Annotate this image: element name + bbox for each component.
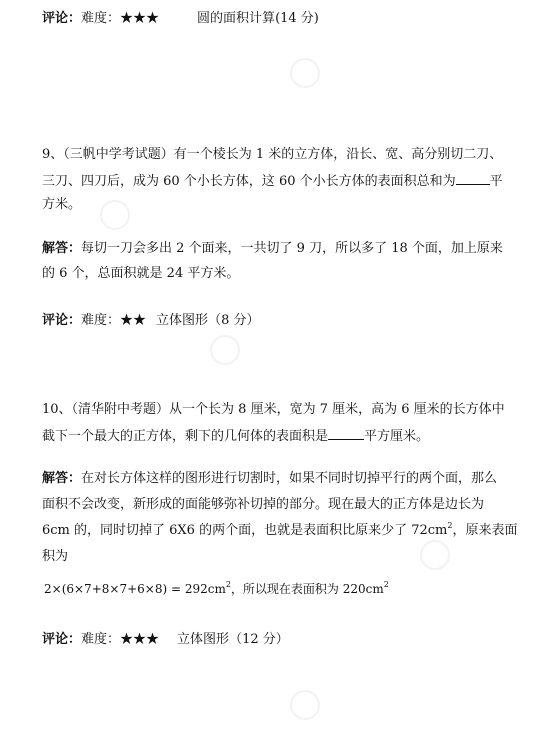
difficulty-stars: ★★★ [120,11,160,26]
review-label: 评论： [42,632,82,647]
watermark-mark [290,58,320,88]
question-9-line-2 [42,172,503,190]
question-10-text: 截下一个最大的正方体，剩下的几何体的表面积是 [42,429,329,444]
difficulty-label: 难度： [81,11,121,26]
answer-9-text: 每切一刀会多出 2 个面来，一共切了 9 刀，所以多了 18 个面，加上原来 [81,241,503,256]
question-9-text: 三刀、四刀后，成为 60 个小长方体，这 60 个小长方体的表面积总和为 [42,174,456,189]
review-topic: 立体图形 [156,313,209,328]
question-9-unit: 平 [489,174,503,189]
answer-label: 解答： [42,241,82,256]
formula-line [44,581,389,597]
review-topic: 圆的面积计算 [197,11,276,26]
difficulty-label: 难度： [81,632,121,647]
answer-10-line-1 [42,471,497,487]
answer-10-line-2: 面积不会改变，新形成的面能够弥补切掉的部分。现在最大的正方体是边长为 [42,497,485,512]
review-label: 评论： [42,11,82,26]
question-10-unit: 平方厘米。 [364,429,430,444]
review-line-2 [42,313,259,329]
watermark-mark [100,200,130,230]
difficulty-label: 难度： [81,313,121,328]
answer-10-text: 在对长方体这样的图形进行切割时，如果不同时切掉平行的两个面，那么 [81,471,498,486]
review-topic: 立体图形 [177,632,230,647]
answer-10-text: 6cm 的，同时切掉了 6X6 的两个面，也就是表面积比原来少了 72cm [42,523,448,538]
review-line-1 [42,11,319,27]
superscript: 2 [383,580,389,589]
superscript: 2 [225,580,231,589]
question-9-line-3: 方米。 [42,197,82,212]
formula-conclusion: ，所以现在表面积为 220cm [230,582,384,596]
answer-10-line-4: 积为 [42,549,69,564]
review-points: (14 分) [275,11,319,26]
answer-blank [456,172,490,185]
review-points: （8 分） [208,313,260,328]
formula: 2×(6×7+8×7+6×8) = 292cm [44,582,226,596]
answer-10-line-3 [42,523,517,539]
answer-10-text: ，原来表面 [452,523,518,538]
answer-label: 解答： [42,471,82,486]
watermark-mark [210,335,240,365]
watermark-mark [420,540,450,570]
difficulty-stars: ★★★ [120,632,160,647]
question-10-line-1: 10、（清华附中考题）从一个长为 8 厘米，宽为 7 厘米，高为 6 厘米的长方体中 [42,402,505,417]
watermark-mark [290,690,320,720]
answer-9-line-2: 的 6 个，总面积就是 24 平方米。 [42,266,240,281]
question-9-line-1: 9、（三帆中学考试题）有一个棱长为 1 米的立方体，沿长、宽、高分别切二刀、 [42,147,503,162]
review-line-3 [42,632,289,648]
review-label: 评论： [42,313,82,328]
answer-9-line-1 [42,241,503,257]
question-10-line-2 [42,427,429,445]
superscript: 2 [447,521,453,530]
difficulty-stars: ★★ [120,313,147,328]
review-points: （12 分） [229,632,289,647]
answer-blank [328,427,364,440]
